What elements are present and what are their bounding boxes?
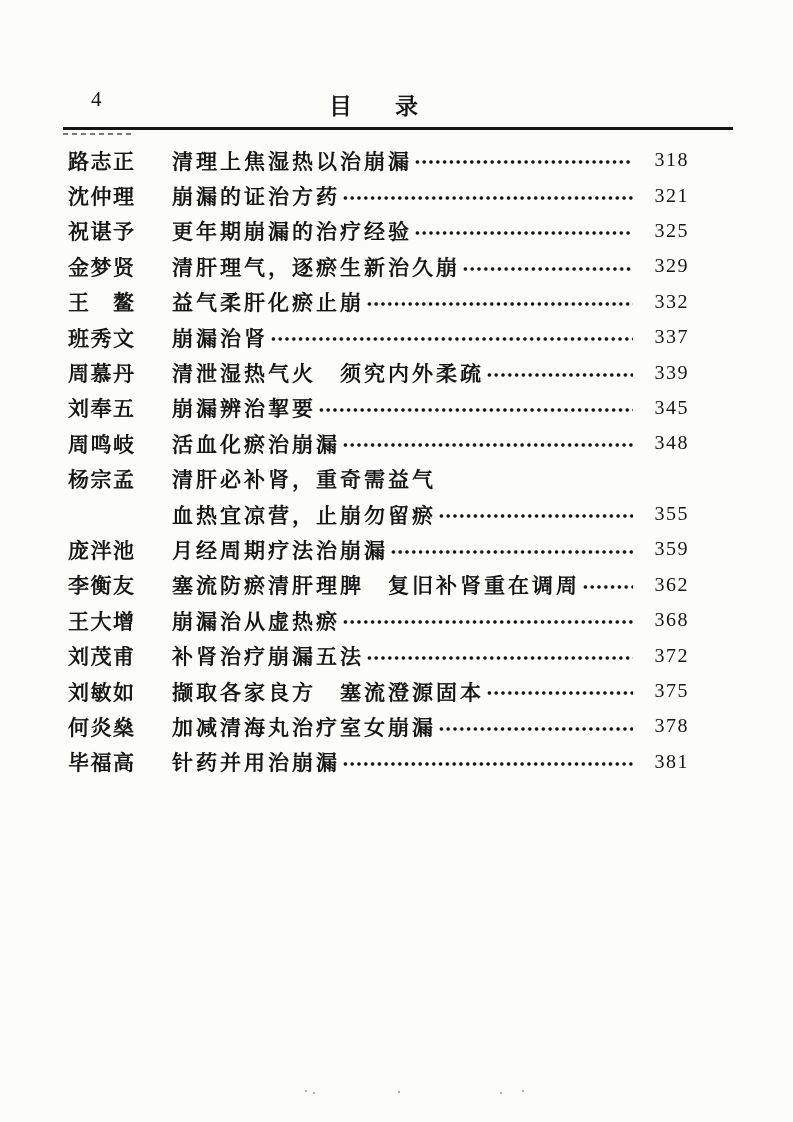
toc-author: 周鸣岐: [68, 432, 136, 457]
scan-speck: [313, 1092, 315, 1094]
toc-leader-dots: [438, 462, 633, 497]
toc-leader-dots: [342, 178, 633, 213]
toc-page-number: 345: [654, 396, 689, 419]
toc-entry-title: 更年期崩漏的治疗经验: [172, 220, 412, 245]
page-number: 4: [91, 87, 103, 111]
toc-page-number: 359: [654, 538, 689, 561]
toc-entry-title: 益气柔肝化瘀止崩: [172, 291, 364, 316]
toc-entry: [68, 532, 689, 567]
toc-page-number: 355: [654, 503, 689, 526]
toc-entry: [68, 178, 689, 213]
scan-speck: [500, 1092, 502, 1094]
toc-leader-dots: [366, 285, 633, 320]
toc-leader-dots: [486, 674, 633, 709]
toc-entry-title: 崩漏辨治挈要: [172, 397, 316, 422]
toc-page-number: 318: [654, 149, 689, 172]
header-rule-artifact: [63, 133, 133, 135]
toc-page-number: 381: [654, 750, 689, 773]
toc-entry: [68, 638, 689, 673]
toc-leader-dots: [390, 532, 633, 567]
toc-entry-title: 清泄湿热气火 须究内外柔疏: [172, 362, 484, 387]
toc-leader-dots: [366, 638, 633, 673]
toc-author: 王 鳌: [68, 291, 136, 316]
toc-entry-title: 崩漏治从虚热瘀: [172, 609, 340, 634]
toc-leader-dots: [414, 143, 633, 178]
toc-page-number: 348: [654, 432, 689, 455]
scan-speck: [305, 1090, 307, 1092]
toc-leader-dots: [462, 249, 633, 284]
toc-entry: [68, 462, 689, 497]
toc-entry: [68, 497, 689, 532]
toc-author: 刘奉五: [68, 397, 136, 422]
toc-entry: [68, 568, 689, 603]
toc-entry: [68, 249, 689, 284]
toc-entry: [68, 143, 689, 178]
toc-page-number: 378: [654, 715, 689, 738]
toc-leader-dots: [486, 355, 633, 390]
toc-entry-title: 塞流防瘀清肝理脾 复旧补肾重在调周: [172, 574, 580, 599]
toc-entry: [68, 426, 689, 461]
page-title: 目 录: [329, 94, 428, 119]
toc-entry: [68, 355, 689, 390]
toc-leader-dots: [342, 426, 633, 461]
toc-entry-title: 崩漏治肾: [172, 326, 268, 351]
toc-author: 刘敏如: [68, 680, 136, 705]
toc-author: 何炎燊: [68, 715, 136, 740]
toc-entry: [68, 745, 689, 780]
toc-author: 李衡友: [68, 574, 136, 599]
toc-entry-title: 撷取各家良方 塞流澄源固本: [172, 680, 484, 705]
toc-author: 沈仲理: [68, 185, 136, 210]
toc-leader-dots: [582, 568, 633, 603]
toc-author: 庞泮池: [68, 538, 136, 563]
toc-entry: [68, 603, 689, 638]
toc-page-number: 362: [654, 573, 689, 596]
toc-entry-title: 清理上焦湿热以治崩漏: [172, 149, 412, 174]
toc-entry: [68, 214, 689, 249]
toc-entry-title: 清肝必补肾，重奇需益气: [172, 468, 436, 493]
toc-entry-title: 加减清海丸治疗室女崩漏: [172, 715, 436, 740]
toc-entry-title: 血热宜凉营，止崩勿留瘀: [172, 503, 436, 528]
toc-entry-title: 活血化瘀治崩漏: [172, 432, 340, 457]
toc-author: 金梦贤: [68, 255, 136, 280]
header-rule: [63, 127, 733, 130]
toc-entry: [68, 285, 689, 320]
toc-page-number: 332: [654, 290, 689, 313]
toc-author: 祝谌予: [68, 220, 136, 245]
scan-speck: [398, 1091, 400, 1093]
toc-page-number: 339: [654, 361, 689, 384]
toc-page-number: 372: [654, 644, 689, 667]
toc-entry-title: 补肾治疗崩漏五法: [172, 645, 364, 670]
toc-page-number: 325: [654, 219, 689, 242]
toc-leader-dots: [438, 709, 633, 744]
toc-entry: [68, 320, 689, 355]
toc-author: 毕福高: [68, 751, 136, 776]
toc-author: 班秀文: [68, 326, 136, 351]
toc-entry: [68, 709, 689, 744]
toc-entry: [68, 391, 689, 426]
toc-leader-dots: [318, 391, 633, 426]
toc-entry-title: 针药并用治崩漏: [172, 751, 340, 776]
toc-page-number: 337: [654, 326, 689, 349]
toc-leader-dots: [270, 320, 633, 355]
toc-author: 路志正: [68, 149, 136, 174]
toc-author: 杨宗孟: [68, 468, 136, 493]
scan-speck: [522, 1090, 524, 1092]
toc-author: 周慕丹: [68, 362, 136, 387]
toc-leader-dots: [438, 497, 633, 532]
toc-page-number: 375: [654, 680, 689, 703]
toc-entry: [68, 674, 689, 709]
toc-leader-dots: [414, 214, 633, 249]
toc-entry-title: 清肝理气，逐瘀生新治久崩: [172, 255, 460, 280]
toc-page-number: 321: [654, 184, 689, 207]
toc-entry-title: 月经周期疗法治崩漏: [172, 538, 388, 563]
toc-leader-dots: [342, 603, 633, 638]
toc-entry-title: 崩漏的证治方药: [172, 185, 340, 210]
toc-page-number: 329: [654, 255, 689, 278]
toc-list: [68, 143, 689, 780]
toc-author: 王大增: [68, 609, 136, 634]
toc-page-number: 368: [654, 609, 689, 632]
toc-author: 刘茂甫: [68, 645, 136, 670]
toc-leader-dots: [342, 745, 633, 780]
